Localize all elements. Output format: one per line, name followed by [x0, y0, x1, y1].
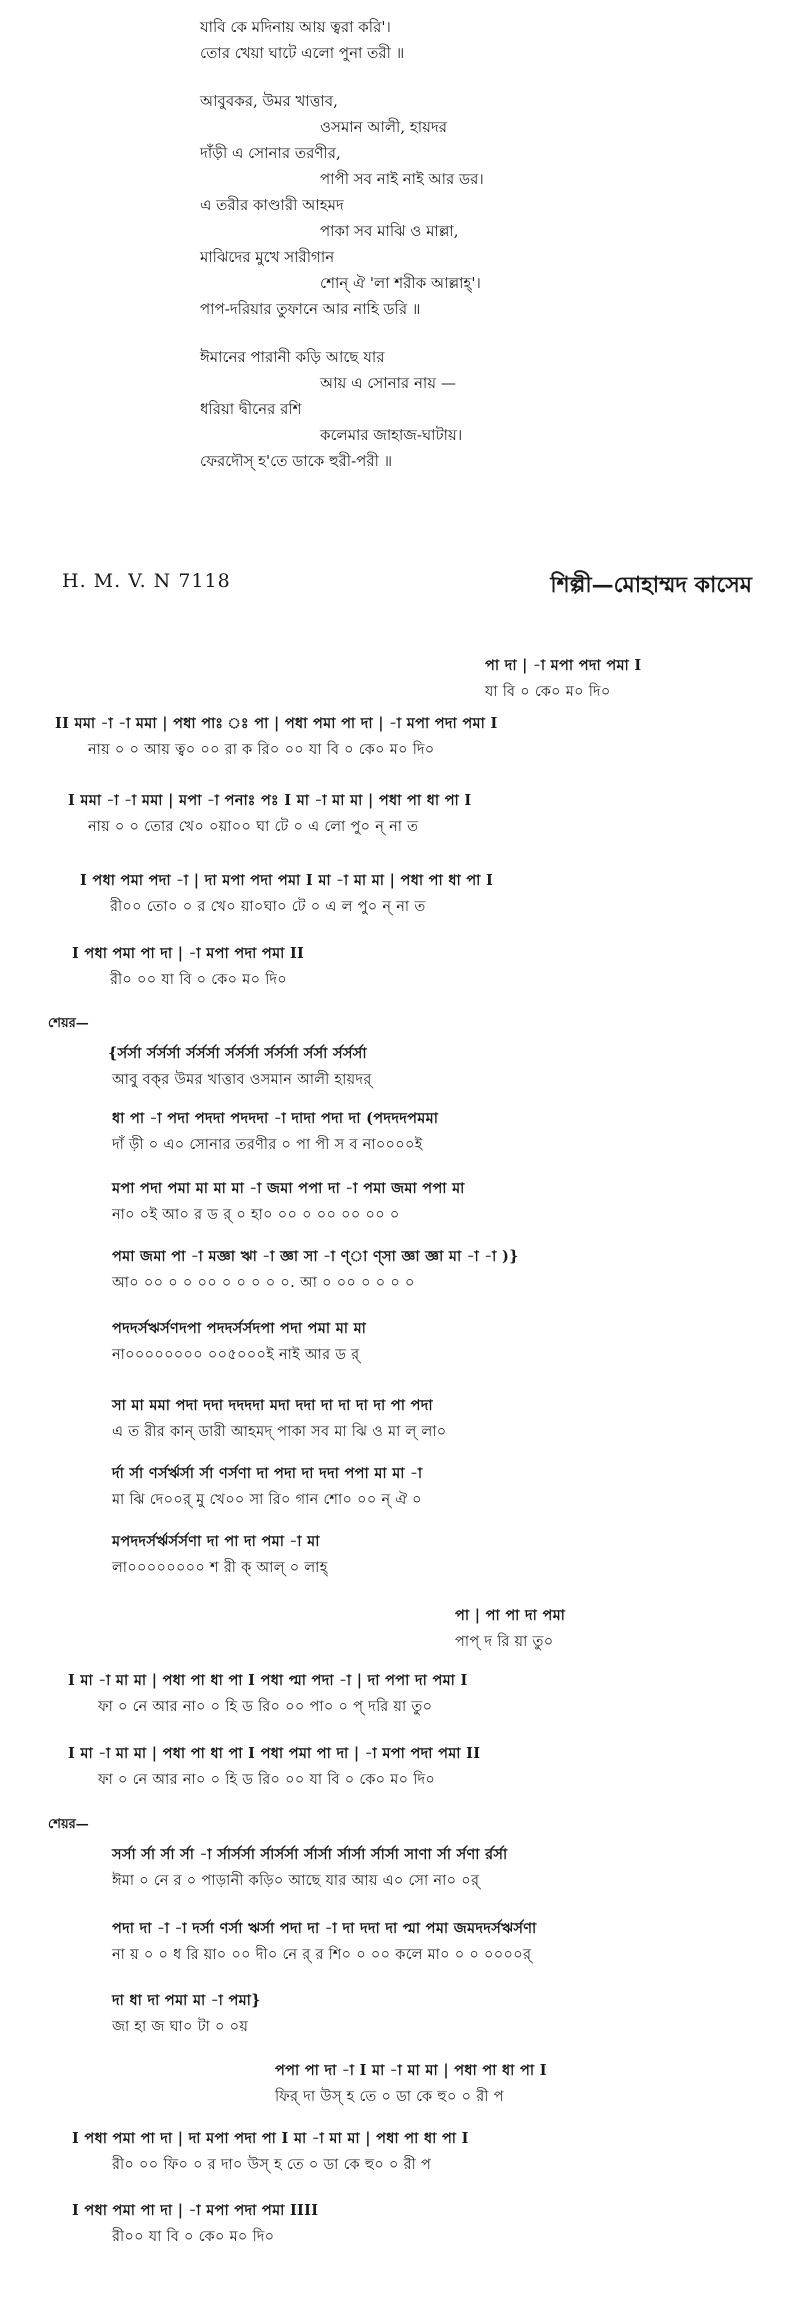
lyric-line: আবুবকর, উমর খাত্তাব, — [200, 92, 338, 110]
swara-line: পদা দা -া -া দর্সা ণর্সা ঋর্সা পদা দা -া দা দদা দা প্মা পমা জমদদর্সঋর্সণা — [112, 1920, 537, 1937]
lyric-syllables: ফির্‌ দা উস্‌ হ তে ০ ডা কে হু০ ০ রী প — [275, 2089, 504, 2105]
lyric-syllables: রী০ ০০ ফি০ ০ র দা০ উস্‌ হ তে ০ ডা কে হু০ ০ রী প — [112, 2157, 432, 2173]
lyric-line: কলেমার জাহাজ-ঘাটায়। — [320, 426, 463, 444]
lyric-syllables: না০০০০০০০০ ০০৫০০০ই নাই আর ড র্‌ — [112, 1347, 360, 1363]
record-header — [62, 570, 752, 600]
lyric-syllables: এ ত রীর কান্‌ ডারী আহমদ্‌ পাকা সব মা ঝি ও মা ল্‌ লা০ — [112, 1424, 447, 1440]
swara-line: পদদর্সঋর্সণদপা পদদর্সর্সদপা পদা পমা মা মা — [112, 1320, 367, 1337]
lyric-line: এ তরীর কাণ্ডারী আহমদ — [200, 196, 344, 214]
lyric-syllables: দাঁ ড়ী ০ এ০ সোনার তরণীর ০ পা পী স ব না০০০০ই — [112, 1137, 423, 1153]
lyric-syllables: না য় ০ ০ ধ রি য়া০ ০০ দী০ নে র্‌ র শি০ ০ ০০ কলে মা০ ০ ০ ০০০০র্‌ — [112, 1947, 532, 1963]
lyric-line: আয় এ সোনার নায় — — [320, 374, 456, 392]
swara-line: ধা পা -া পদা পদদা পদদদা -া দাদা পদা দা (পদদদপমমা — [112, 1110, 439, 1127]
lyric-line: পাকা সব মাঝি ও মাল্লা, — [320, 222, 459, 240]
swara-line: পপা পা দা -া I মা -া মা মা | পধা পা ধা পা I — [275, 2062, 547, 2079]
sheyar-section-label: শেয়র— — [48, 1817, 89, 1832]
lyric-line: মাঝিদের মুখে সারীগান — [200, 248, 335, 266]
lyric-syllables: আবু বক্‌র উমর খাত্তাব ওসমান আলী হায়দর্‌ — [112, 1072, 372, 1088]
swara-line: I পধা পমা পা দা | -া মপা পদা পমা IIII — [72, 2202, 319, 2219]
record-catalog-number: H. M. V. N 7118 — [62, 570, 231, 592]
lyric-line: পাপী সব নাই নাই আর ডর। — [320, 170, 484, 188]
lyric-syllables: রী০০ যা বি ০ কে০ ম০ দি০ — [112, 2229, 275, 2245]
lyric-line: ওসমান আলী, হায়দর — [320, 118, 448, 136]
lyric-syllables: রী০ ০০ যা বি ০ কে০ ম০ দি০ — [110, 972, 288, 988]
lyric-syllables: নায় ০ ০ আয় ত্ব০ ০০ রা ক রি০ ০০ যা বি ০ কে০ ম০ দি০ — [88, 742, 435, 758]
lyric-syllables: জা হা জ ঘা০ টা ০ ০য় — [112, 2019, 249, 2035]
lyric-syllables: রী০০ তো০ ০ র খে০ য়া০ঘা০ টে ০ এ ল পু০ ন্ না ত — [110, 899, 426, 915]
swara-line: দা ধা দা পমা মা -া পমা} — [112, 1992, 261, 2009]
swara-line: পা | পা পা দা পমা — [455, 1607, 566, 1624]
lyric-stanza-3 — [200, 344, 720, 474]
lyric-line: ফেরদৌস্‌ হ'তে ডাকে হুরী-পরী ॥ — [200, 452, 393, 470]
lyric-line: ঈমানের পারানী কড়ি আছে যার — [200, 348, 385, 366]
lyric-line: যাবি কে মদিনায় আয় ত্বরা করি'। — [200, 18, 391, 36]
swara-line: র্দা র্সা ণর্সর্ঋর্সা র্সা ণর্সণা দা পদা দা দদা পপা মা মা -া — [112, 1465, 423, 1482]
sheyar-section-label: শেয়র— — [48, 1016, 89, 1031]
swara-line: সর্সা র্সা র্সা র্সা -া র্সার্সর্সা র্সার্সর্সা র্সার্সা র্সার্সা র্সার্সা সাণা র্সা র্সণা র্রর্সা — [112, 1846, 508, 1863]
lyric-syllables: ফা ০ নে আর না০ ০ হি ড রি০ ০০ পা০ ০ প্‌ দরি য়া তু০ — [98, 1699, 433, 1715]
lyric-syllables: মা ঝি দে০০র্‌ মু খে০০ সা রি০ গান শো০ ০০ ন্‌ ঐ ০ — [112, 1492, 422, 1508]
swara-line: {র্সর্সা র্সর্সর্সা র্সর্সর্সা র্সর্সর্সা র্সর্সর্সা র্সর্সা র্সর্সর্সা — [108, 1045, 367, 1062]
swara-line: II মমা -া -া মমা | পধা পাঃ ঃ পা | পধা পমা পা দা | -া মপা পদা পমা I — [55, 715, 498, 732]
lyric-syllables: না০ ০ই আ০ র ড র্‌ ০ হা০ ০০ ০ ০০ ০০ ০০ ০ — [112, 1207, 400, 1223]
lyric-syllables: নায় ০ ০ তোর খে০ ০য়া০০ ঘা টে ০ এ লো পু০ ন্ না ত — [88, 819, 419, 835]
swara-line: পা দা | -া মপা পদা পমা I — [485, 657, 642, 674]
lyric-syllables: লা০০০০০০০০ শ রী ক্‌ আল্‌ ০ লাহ্‌ — [112, 1560, 328, 1576]
lyric-line: শোন্‌ ঐ 'লা শরীক আল্লাহ্‌'। — [320, 274, 481, 292]
swara-line: I মা -া মা মা | পধা পা ধা পা I পধা প্মা পদা -া | দা পপা দা পমা I — [68, 1672, 468, 1689]
artist-credit: শিল্পী—মোহাম্মদ কাসেম — [550, 572, 752, 598]
lyric-line: তোর খেয়া ঘাটে এলো পুনা তরী ॥ — [200, 44, 405, 62]
lyric-line: দাঁড়ী এ সোনার তরণীর, — [200, 144, 341, 162]
lyric-stanza-1 — [200, 14, 720, 66]
lyric-syllables: পাপ্‌ দ রি য়া তু০ — [455, 1634, 554, 1650]
lyric-syllables: যা বি ০ কে০ ম০ দি০ — [485, 684, 611, 700]
swara-line: মপদদর্সর্ঋর্সর্সণা দা পা দা পমা -া মা — [112, 1533, 320, 1550]
lyric-line: ধরিয়া দ্বীনের রশি — [200, 400, 302, 418]
swara-line: I মা -া মা মা | পধা পা ধা পা I পধা পমা পা দা | -া মপা পদা পমা II — [68, 1745, 481, 1762]
lyric-syllables: আ০ ০০ ০ ০ ০০ ০ ০ ০ ০ ০. আ ০ ০০ ০ ০ ০ ০ — [112, 1275, 415, 1291]
swara-line: সা মা মমা পদা দদা দদদদা মদা দদা দা দা দা দা পা পদা — [112, 1397, 433, 1414]
song-lyrics — [200, 14, 720, 474]
swara-line: I পধা পমা পা দা | দা মপা পদা পা I মা -া মা মা | পধা পা ধা পা I — [72, 2130, 469, 2147]
lyric-line: পাপ-দরিয়ার তুফানে আর নাহি ডরি ॥ — [200, 300, 421, 318]
swara-line: মপা পদা পমা মা মা মা -া জমা পপা দা -া পমা জমা পপা মা — [112, 1180, 465, 1197]
swara-line: I পধা পমা পদা -া | দা মপা পদা পমা I মা -া মা মা | পধা পা ধা পা I — [80, 872, 494, 889]
lyric-syllables: ফা ০ নে আর না০ ০ হি ড রি০ ০০ যা বি ০ কে০ ম০ দি০ — [98, 1772, 436, 1788]
swara-line: I মমা -া -া মমা | মপা -া পনাঃ পঃ I মা -া মা মা | পধা পা ধা পা I — [68, 792, 472, 809]
swara-line: পমা জমা পা -া মজ্ঞা ঋা -া জ্ঞা সা -া ণ্া ণ্সা জ্ঞা জ্ঞা মা -া -া )} — [112, 1248, 519, 1265]
lyric-stanza-2 — [200, 88, 720, 322]
lyric-syllables: ঈমা ০ নে র ০ পাড়ানী কড়ি০ আছে যার আয় এ০ সো না০ ০র্‌ — [112, 1873, 480, 1889]
swara-line: I পধা পমা পা দা | -া মপা পদা পমা II — [72, 945, 305, 962]
